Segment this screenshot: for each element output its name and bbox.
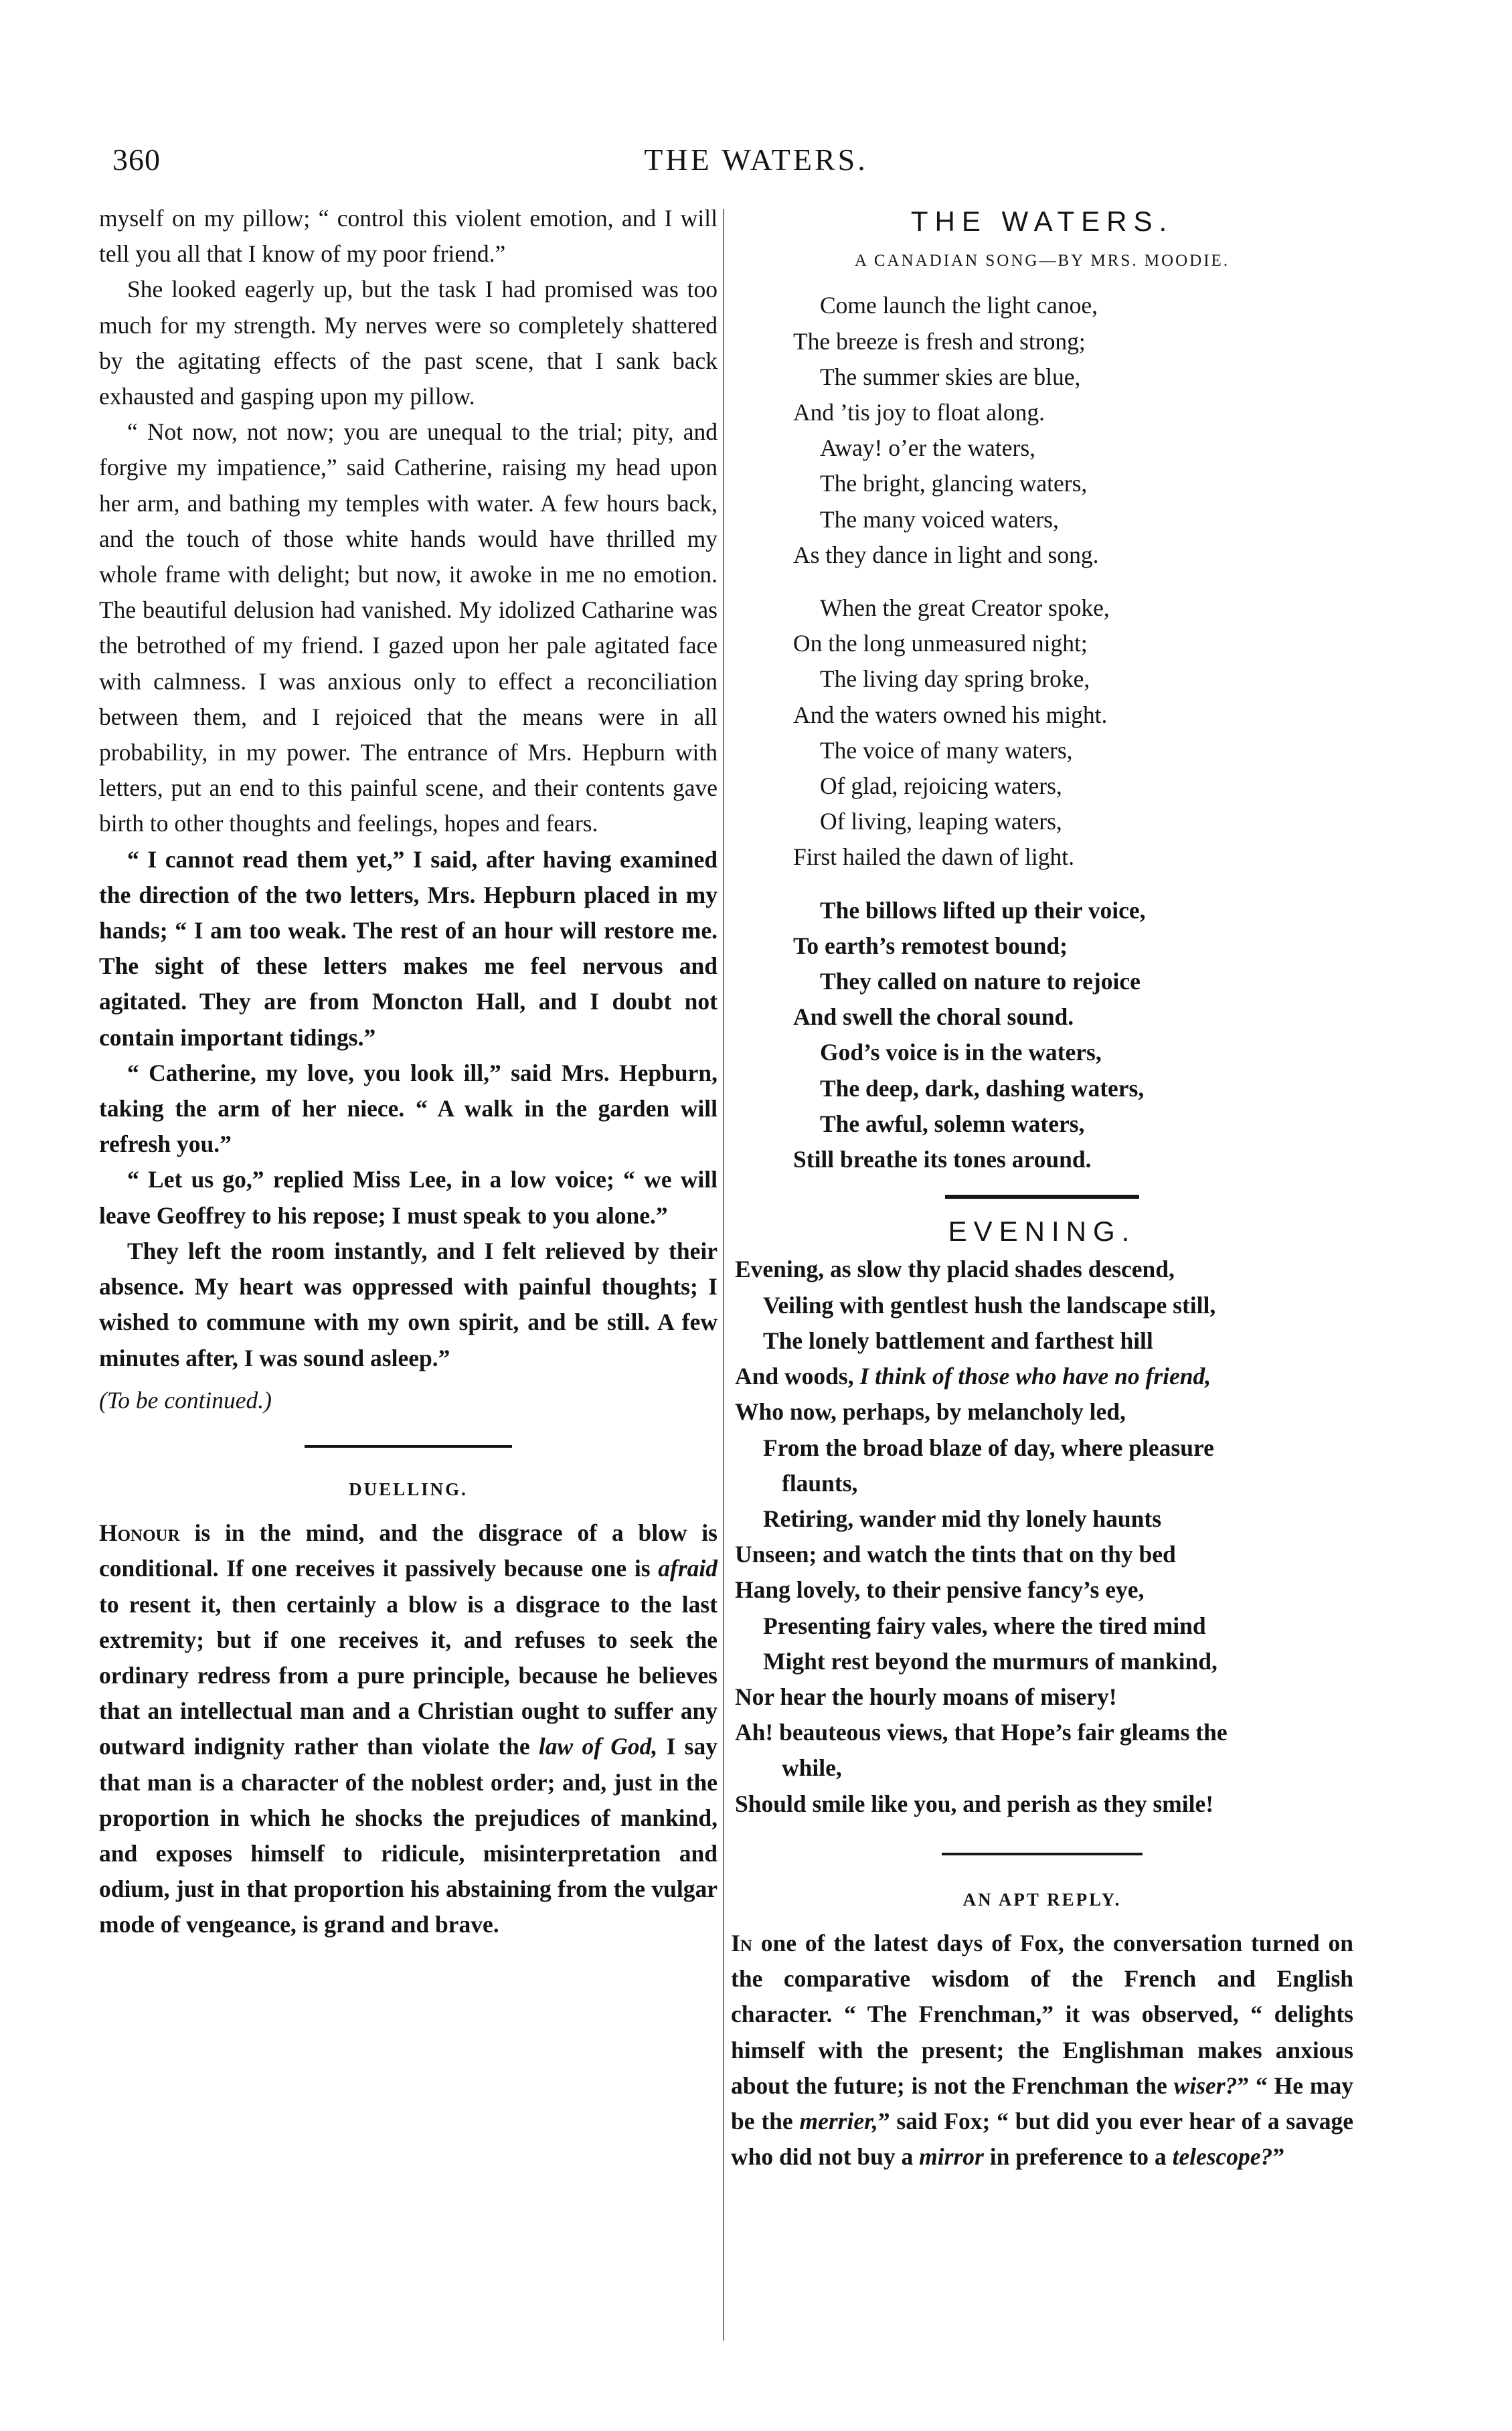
evening-line: Should smile like you, and perish as they smile! xyxy=(735,1790,1214,1817)
poem-line: As they dance in light and song. xyxy=(793,541,1099,568)
poem-line: And ’tis joy to float along. xyxy=(793,399,1045,426)
apt-reply-italic: merrier, xyxy=(799,2107,878,2134)
evening-line: Might rest beyond the murmurs of mankind, xyxy=(763,1647,1217,1675)
story-paragraph: “ Let us go,” replied Miss Lee, in a low voice; “ we will leave Geoffrey to his repose; I must speak to you alone.” xyxy=(99,1166,718,1229)
evening-line: Retiring, wander mid thy lonely haunts xyxy=(763,1505,1162,1532)
poem-line: When the great Creator spoke, xyxy=(820,594,1110,622)
evening-line: while, xyxy=(782,1754,842,1782)
poem-line: The breeze is fresh and strong; xyxy=(793,327,1086,355)
duelling-title: DUELLING. xyxy=(349,1479,468,1499)
evening-line: The lonely battlement and farthest hill xyxy=(763,1327,1153,1354)
evening-line: Unseen; and watch the tints that on thy bed xyxy=(735,1541,1176,1568)
evening-line: Hang lovely, to their pensive fancy’s eye, xyxy=(735,1576,1145,1604)
apt-reply-text-part: one of the latest days of Fox, the conversation turned on the comparative wisdom of the French and English character. “ The Frenchman,” it was observed, “ delights himself with the present; the Englishman makes anxious about the future; is not the Frenchman the xyxy=(731,1929,1353,2099)
poem-line: The deep, dark, dashing waters, xyxy=(820,1074,1145,1102)
poem-line: Come launch the light canoe, xyxy=(820,292,1098,319)
duelling-text-part: to resent it, then certainly a blow is a disgrace to the last extremity; but if one receives it, and refuses to seek the ordinary redress from a pure principle, because he believes that an intellectual man and a Christian ought to suffer any outward indignity rather than violate the xyxy=(99,1590,718,1760)
evening-line: From the broad blaze of day, where pleasure xyxy=(763,1434,1214,1461)
section-rule xyxy=(305,1445,512,1448)
section-rule xyxy=(945,1195,1139,1199)
duelling-italic: law of God, xyxy=(538,1733,658,1760)
apt-reply-text xyxy=(731,1926,1353,2175)
poem-line: Still breathe its tones around. xyxy=(793,1146,1092,1173)
poem-line: The billows lifted up their voice, xyxy=(820,896,1146,924)
poem-line: First hailed the dawn of light. xyxy=(793,843,1075,871)
evening-italic: I think of those who have no friend, xyxy=(859,1363,1211,1390)
left-column xyxy=(99,201,718,1943)
apt-reply-italic: wiser? xyxy=(1173,2072,1238,2099)
poem-line: They called on nature to rejoice xyxy=(820,968,1141,995)
right-column xyxy=(731,201,1353,2175)
story-paragraph: “ Catherine, my love, you look ill,” said Mrs. Hepburn, taking the arm of her niece. “ A walk in the garden will refresh you.” xyxy=(99,1059,718,1158)
evening-title: EVENING. xyxy=(948,1216,1137,1248)
evening-line xyxy=(735,1359,1353,1394)
poem-line: The living day spring broke, xyxy=(820,665,1090,693)
evening-line: Evening, as slow thy placid shades descend, xyxy=(735,1256,1175,1283)
poem-line: On the long unmeasured night; xyxy=(793,630,1088,657)
evening-line-text: And woods, xyxy=(735,1363,860,1390)
evening-line: Veiling with gentlest hush the landscape still, xyxy=(763,1291,1216,1319)
apt-reply-italic: telescope? xyxy=(1172,2143,1273,2171)
poem-line: The many voiced waters, xyxy=(820,505,1059,533)
apt-reply-text-part: in preference to a xyxy=(983,2143,1173,2171)
apt-reply-text-part: ” said Fox; “ but did you ever hear of a savage who did not buy a xyxy=(731,2107,1353,2171)
poem-line: God’s voice is in the waters, xyxy=(820,1039,1102,1066)
poem-line: The summer skies are blue, xyxy=(820,363,1081,390)
duelling-text xyxy=(99,1515,718,1942)
story-paragraph: “ Not now, not now; you are unequal to the trial; pity, and forgive my impatience,” said Catherine, raising my head upon her arm, and bathing my temples with water. A few hours back, and the touch of those white hands would have thrilled my whole frame with delight; but now, it awoke in me no emotion. The beautiful delusion had vanished. My idolized Catharine was the betrothed of my friend. I gazed upon her pale agitated face with calmness. I was anxious only to effect a reconciliation between them, and I rejoiced that the means were in all probability, in my power. The entrance of Mrs. Hepburn with letters, put an end to this painful scene, and their contents gave birth to other thoughts and feelings, hopes and fears. xyxy=(99,418,718,837)
apt-reply-title: AN APT REPLY. xyxy=(962,1889,1122,1910)
poem-title: THE WATERS. xyxy=(910,205,1174,237)
apt-reply-lead-word: In xyxy=(731,1929,752,1956)
poem-stanza xyxy=(793,893,1353,1178)
poem-line: The voice of many waters, xyxy=(820,736,1073,764)
poem-line: Away! o’er the waters, xyxy=(820,434,1036,462)
story-paragraph: “ I cannot read them yet,” I said, after having examined the direction of the two letters, Mrs. Hepburn placed in my hands; “ I am too weak. The rest of an hour will restore me. The sight of these letters makes me feel nervous and agitated. They are from Moncton Hall, and I doubt not contain important tidings.” xyxy=(99,845,718,1051)
page-number: 360 xyxy=(112,143,161,177)
apt-reply-text-part: ” xyxy=(1272,2143,1285,2171)
poem-line: And swell the choral sound. xyxy=(793,1003,1074,1031)
poem-line: The bright, glancing waters, xyxy=(820,470,1088,497)
poem-line: And the waters owned his might. xyxy=(793,701,1108,728)
story-paragraph: myself on my pillow; “ control this violent emotion, and I will tell you all that I know of my poor friend.” xyxy=(99,205,718,268)
poem-subtitle: A CANADIAN SONG—BY MRS. MOODIE. xyxy=(854,252,1230,270)
duelling-italic: afraid xyxy=(658,1555,718,1582)
evening-line: Nor hear the hourly moans of misery! xyxy=(735,1683,1117,1710)
evening-line: Presenting fairy vales, where the tired mind xyxy=(763,1612,1206,1639)
poem-line: Of glad, rejoicing waters, xyxy=(820,772,1062,800)
story-paragraph: They left the room instantly, and I felt relieved by their absence. My heart was oppressed with painful thoughts; I wished to commune with my own spirit, and be still. A few minutes after, I was sound asleep.” xyxy=(99,1237,718,1371)
duelling-text-part: I say that man is a character of the noblest order; and, just in the proportion in which he shocks the prejudices of mankind, and exposes himself to ridicule, misinterpretation and odium, just in that proportion his abstaining from the vulgar mode of vengeance, is grand and brave. xyxy=(99,1733,718,1938)
continued-note: (To be continued.) xyxy=(99,1386,272,1414)
apt-reply-italic: mirror xyxy=(919,2143,984,2171)
running-title: THE WATERS. xyxy=(644,143,868,177)
column-divider xyxy=(723,209,724,2341)
duelling-lead-word: Honour xyxy=(99,1519,180,1547)
story-paragraph: She looked eagerly up, but the task I had promised was too much for my strength. My nerves were so completely shattered by the agitating effects of the past scene, that I sank back exhausted and gasping upon my pillow. xyxy=(99,276,718,410)
duelling-text-part: is in the mind, and the disgrace of a blow is conditional. If one receives it passively because one is xyxy=(99,1519,718,1582)
section-rule xyxy=(942,1853,1143,1855)
evening-line: flaunts, xyxy=(782,1469,858,1497)
evening-line: Ah! beauteous views, that Hope’s fair gleams the xyxy=(735,1719,1228,1746)
evening-poem xyxy=(735,1252,1353,1821)
poem-stanza xyxy=(793,288,1353,573)
poem-line: To earth’s remotest bound; xyxy=(793,932,1068,959)
poem-line: Of living, leaping waters, xyxy=(820,808,1062,835)
poem-line: The awful, solemn waters, xyxy=(820,1110,1085,1137)
poem-stanza xyxy=(793,590,1353,875)
evening-line: Who now, perhaps, by melancholy led, xyxy=(735,1398,1126,1426)
apt-reply-text-part: ” “ He may be the xyxy=(731,2072,1353,2134)
